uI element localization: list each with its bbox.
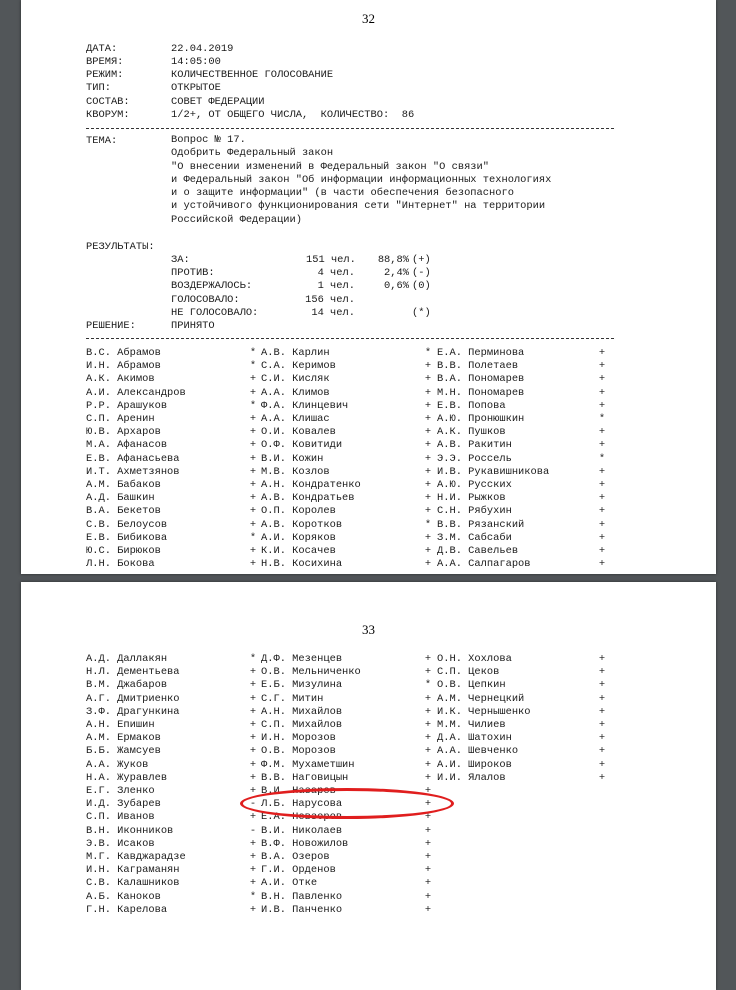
vote-mark: * xyxy=(249,890,257,903)
senator-name: О.Н. Хохлова xyxy=(437,653,512,665)
senator-name: Э.В. Исаков xyxy=(86,837,155,850)
senator-name: З.М. Сабсаби xyxy=(437,531,512,544)
vote-mark: + xyxy=(598,758,606,771)
vote-row xyxy=(21,706,716,719)
vote-row xyxy=(21,838,716,851)
header-date-label: ДАТА: xyxy=(86,43,118,55)
senator-name: М.В. Козлов xyxy=(261,465,330,478)
senator-name: Ф.М. Мухаметшин xyxy=(261,758,355,771)
senator-name: Л.Н. Бокова xyxy=(86,558,155,571)
topic-line: Вопрос № 17. xyxy=(171,134,246,146)
vote-mark: + xyxy=(424,877,432,890)
senator-name: Е.Г. Зленко xyxy=(86,785,155,797)
senator-name: В.И. Николаев xyxy=(261,824,343,837)
vote-mark: + xyxy=(598,732,606,745)
vote-row xyxy=(21,851,716,864)
vote-mark: + xyxy=(249,785,257,797)
vote-row xyxy=(21,679,716,692)
senator-name: С.А. Керимов xyxy=(261,360,336,373)
senator-name: О.В. Цепкин xyxy=(437,679,506,692)
senator-name: С.П. Михайлов xyxy=(261,719,343,731)
vote-mark: + xyxy=(249,426,257,439)
vote-row xyxy=(21,558,716,571)
vote-mark: + xyxy=(598,373,606,386)
vote-mark: + xyxy=(424,771,432,784)
page-number: 32 xyxy=(362,11,375,26)
vote-mark: + xyxy=(249,439,257,452)
vote-mark: * xyxy=(424,347,432,359)
vote-mark: + xyxy=(249,811,257,824)
senator-name: М.Н. Пономарев xyxy=(437,386,525,399)
senator-name: Е.В. Афанасьева xyxy=(86,452,180,465)
senator-name: З.Ф. Драгункина xyxy=(86,705,180,718)
header-time-label: ВРЕМЯ: xyxy=(86,56,124,68)
divider xyxy=(86,338,614,339)
senator-name: Ю.В. Архаров xyxy=(86,426,161,439)
senator-name: А.М. Чернецкий xyxy=(437,692,525,705)
vote-mark: + xyxy=(249,851,257,863)
senator-name: А.А. Климов xyxy=(261,386,330,399)
decision-value: ПРИНЯТО xyxy=(171,320,215,332)
result-abstained-count: 1 чел. xyxy=(317,280,355,292)
vote-mark: + xyxy=(598,518,606,531)
senator-name: Н.А. Журавлев xyxy=(86,771,168,784)
document-page-32 xyxy=(21,0,716,574)
header-composition-value: СОВЕТ ФЕДЕРАЦИИ xyxy=(171,96,265,108)
vote-row xyxy=(21,492,716,505)
senator-name: И.К. Чернышенко xyxy=(437,705,531,718)
result-for-label: ЗА: xyxy=(171,254,190,266)
header-time-value: 14:05:00 xyxy=(171,56,221,68)
senator-name: Е.А. Невзоров xyxy=(261,811,343,824)
vote-mark: + xyxy=(424,452,432,465)
senator-name: В.А. Озеров xyxy=(261,851,330,863)
senator-name: В.С. Абрамов xyxy=(86,347,161,359)
result-for-mark: (+) xyxy=(412,254,431,266)
vote-mark: + xyxy=(598,386,606,399)
vote-row xyxy=(21,373,716,386)
vote-mark: + xyxy=(424,386,432,399)
senator-name: Ю.С. Бирюков xyxy=(86,545,161,557)
vote-row xyxy=(21,439,716,452)
vote-mark: * xyxy=(249,347,257,359)
result-against-count: 4 чел. xyxy=(317,267,355,279)
vote-mark: + xyxy=(424,837,432,850)
vote-row xyxy=(21,479,716,492)
result-abstained-label: ВОЗДЕРЖАЛОСЬ: xyxy=(171,280,253,292)
vote-mark: + xyxy=(424,465,432,478)
senator-name: А.А. Жуков xyxy=(86,758,149,771)
vote-mark: + xyxy=(424,531,432,544)
vote-mark: * xyxy=(249,360,257,373)
senator-name: А.В. Кондратьев xyxy=(261,492,355,505)
senator-name: С.Г. Митин xyxy=(261,692,324,705)
vote-mark: * xyxy=(249,653,257,665)
senator-name: Э.Э. Россель xyxy=(437,452,512,465)
senator-name: Р.Р. Арашуков xyxy=(86,399,168,412)
results-label: РЕЗУЛЬТАТЫ: xyxy=(86,241,155,253)
senator-name: И.Н. Каграманян xyxy=(86,864,180,877)
senator-name: О.П. Королев xyxy=(261,505,336,518)
senator-name: А.И. Отке xyxy=(261,877,318,890)
vote-mark: + xyxy=(598,771,606,784)
vote-mark: + xyxy=(598,426,606,439)
divider xyxy=(86,128,614,129)
result-not-voted-label: НЕ ГОЛОСОВАЛО: xyxy=(171,307,259,319)
vote-row xyxy=(21,772,716,785)
header-composition-label: СОСТАВ: xyxy=(86,96,130,108)
senator-name: А.А. Шевченко xyxy=(437,745,519,758)
senator-name: И.Т. Ахметзянов xyxy=(86,465,180,478)
senator-name: И.И. Ялалов xyxy=(437,771,506,784)
vote-mark: + xyxy=(424,439,432,452)
vote-mark: + xyxy=(424,492,432,505)
vote-mark: + xyxy=(249,679,257,692)
senator-name: А.Ю. Пронюшкин xyxy=(437,413,525,425)
senator-name: В.Н. Павленко xyxy=(261,890,343,903)
topic-text xyxy=(171,134,551,227)
vote-mark: + xyxy=(249,692,257,705)
senator-name: Е.В. Попова xyxy=(437,399,506,412)
senator-name: И.Н. Морозов xyxy=(261,732,336,745)
vote-mark: + xyxy=(424,745,432,758)
vote-mark: + xyxy=(249,864,257,877)
vote-mark: + xyxy=(424,903,432,916)
header-quorum-label: КВОРУМ: xyxy=(86,109,130,121)
senator-name: В.Ф. Новожилов xyxy=(261,837,349,850)
vote-mark: + xyxy=(424,890,432,903)
vote-mark: + xyxy=(249,373,257,386)
vote-row xyxy=(21,347,716,360)
vote-mark: + xyxy=(424,558,432,571)
page-number: 33 xyxy=(362,622,375,637)
senator-name: А.А. Салпагаров xyxy=(437,558,531,571)
vote-mark: + xyxy=(424,864,432,877)
vote-mark: + xyxy=(598,399,606,412)
vote-row xyxy=(21,545,716,558)
senator-name: Л.Б. Нарусова xyxy=(261,798,343,811)
senator-name: А.К. Акимов xyxy=(86,373,155,386)
vote-mark: * xyxy=(249,531,257,544)
senator-name: В.В. Полетаев xyxy=(437,360,519,373)
vote-mark: + xyxy=(249,758,257,771)
vote-mark: + xyxy=(598,531,606,544)
vote-mark: + xyxy=(249,386,257,399)
topic-line: и о защите информации" (в части обеспечения безопасного xyxy=(171,187,514,200)
senator-name: А.М. Ермаков xyxy=(86,732,161,745)
vote-mark: + xyxy=(424,373,432,386)
vote-row xyxy=(21,400,716,413)
result-abstained-mark: (0) xyxy=(412,280,431,292)
vote-mark: + xyxy=(424,824,432,837)
vote-row xyxy=(21,732,716,745)
vote-row xyxy=(21,519,716,532)
header-type-value: ОТКРЫТОЕ xyxy=(171,82,221,94)
vote-mark: + xyxy=(598,653,606,665)
result-voted-count: 156 чел. xyxy=(305,294,355,306)
vote-mark: + xyxy=(424,719,432,731)
senator-name: И.В. Рукавишникова xyxy=(437,465,550,478)
vote-mark: + xyxy=(598,360,606,373)
senator-name: М.М. Чилиев xyxy=(437,719,506,731)
vote-mark: + xyxy=(598,492,606,505)
senator-name: Г.Н. Карелова xyxy=(86,903,168,916)
vote-row xyxy=(21,360,716,373)
vote-row xyxy=(21,745,716,758)
vote-mark: * xyxy=(598,413,606,425)
vote-row xyxy=(21,413,716,426)
vote-mark: + xyxy=(598,745,606,758)
senator-name: Н.Л. Дементьева xyxy=(86,666,180,679)
senator-name: А.И. Коряков xyxy=(261,531,336,544)
vote-mark: + xyxy=(424,811,432,824)
senator-name: С.И. Кисляк xyxy=(261,373,330,386)
topic-line: Одобрить Федеральный закон xyxy=(171,147,334,160)
vote-row xyxy=(21,798,716,811)
vote-row xyxy=(21,532,716,545)
senator-name: В.А. Пономарев xyxy=(437,373,525,386)
senator-name: А.А. Клишас xyxy=(261,413,330,425)
vote-mark: + xyxy=(424,666,432,679)
decision-label: РЕШЕНИЕ: xyxy=(86,320,136,332)
senator-name: О.Ф. Ковитиди xyxy=(261,439,343,452)
vote-mark: + xyxy=(424,732,432,745)
vote-mark: + xyxy=(424,505,432,518)
topic-line: и Федеральный закон "Об информации информационных технологиях xyxy=(171,173,552,186)
senator-name: М.А. Афанасов xyxy=(86,439,168,452)
senator-name: В.И. Кожин xyxy=(261,452,324,465)
vote-mark: + xyxy=(598,558,606,571)
senator-name: В.В. Наговицын xyxy=(261,771,349,784)
vote-mark: + xyxy=(249,413,257,425)
vote-row xyxy=(21,864,716,877)
senator-name: С.П. Иванов xyxy=(86,811,155,824)
vote-row xyxy=(21,426,716,439)
vote-mark: + xyxy=(598,439,606,452)
senator-name: Е.Б. Мизулина xyxy=(261,679,343,692)
topic-line: "О внесении изменений в Федеральный закон "О связи" xyxy=(171,160,490,173)
senator-name: В.М. Джабаров xyxy=(86,679,168,692)
vote-row xyxy=(21,666,716,679)
senator-name: О.В. Мельниченко xyxy=(261,666,361,679)
senator-name: О.В. Морозов xyxy=(261,745,336,758)
result-against-label: ПРОТИВ: xyxy=(171,267,215,279)
senator-name: Ф.А. Клинцевич xyxy=(261,399,349,412)
vote-row xyxy=(21,453,716,466)
vote-mark: + xyxy=(424,758,432,771)
vote-mark: + xyxy=(249,492,257,505)
vote-row xyxy=(21,653,716,666)
senator-name: С.В. Белоусов xyxy=(86,518,168,531)
senator-name: О.И. Ковалев xyxy=(261,426,336,439)
topic-line: Российской Федерации) xyxy=(171,213,302,226)
vote-mark: + xyxy=(598,679,606,692)
vote-mark: + xyxy=(598,545,606,557)
senator-name: И.В. Панченко xyxy=(261,903,343,916)
senator-name: М.Г. Кавджарадзе xyxy=(86,851,186,863)
senator-name: В.В. Рязанский xyxy=(437,518,525,531)
senator-name: С.П. Аренин xyxy=(86,413,155,425)
senator-name: Н.В. Косихина xyxy=(261,558,343,571)
vote-mark: + xyxy=(424,360,432,373)
result-against-percent: 2,4% xyxy=(384,267,409,279)
senator-name: А.И. Александров xyxy=(86,386,186,399)
vote-mark: + xyxy=(598,465,606,478)
senator-name: А.Д. Башкин xyxy=(86,492,155,505)
result-abstained-percent: 0,6% xyxy=(384,280,409,292)
vote-mark: + xyxy=(424,692,432,705)
senator-name: Г.И. Орденов xyxy=(261,864,336,877)
vote-mark: + xyxy=(598,505,606,518)
vote-mark: + xyxy=(249,505,257,518)
vote-mark: * xyxy=(424,679,432,692)
senator-name: А.Д. Даллакян xyxy=(86,653,168,665)
vote-mark: + xyxy=(598,705,606,718)
senator-name: В.Н. Иконников xyxy=(86,824,174,837)
vote-mark: + xyxy=(598,719,606,731)
vote-row xyxy=(21,466,716,479)
vote-mark: + xyxy=(424,798,432,811)
senator-name: Д.А. Шатохин xyxy=(437,732,512,745)
vote-mark: + xyxy=(249,705,257,718)
vote-row xyxy=(21,877,716,890)
senator-name: Е.В. Бибикова xyxy=(86,531,168,544)
vote-row xyxy=(21,811,716,824)
vote-mark: + xyxy=(249,558,257,571)
senator-name: С.В. Калашников xyxy=(86,877,180,890)
vote-row xyxy=(21,891,716,904)
senator-name: И.Д. Зубарев xyxy=(86,798,161,811)
vote-mark: * xyxy=(598,452,606,465)
vote-mark: + xyxy=(598,692,606,705)
topic-label: ТЕМА: xyxy=(86,135,118,147)
header-date-value: 22.04.2019 xyxy=(171,43,234,55)
senator-name: А.Б. Каноков xyxy=(86,890,161,903)
vote-mark: - xyxy=(249,798,257,811)
vote-mark: + xyxy=(424,785,432,797)
vote-mark: + xyxy=(424,851,432,863)
senator-name: А.Н. Кондратенко xyxy=(261,479,361,491)
result-against-mark: (-) xyxy=(412,267,431,279)
vote-mark: + xyxy=(249,732,257,745)
header-type-label: ТИП: xyxy=(86,82,111,94)
vote-mark: + xyxy=(424,426,432,439)
senator-name: В.И. Назаров xyxy=(261,785,336,797)
senator-name: А.В. Коротков xyxy=(261,518,343,531)
vote-mark: - xyxy=(249,824,257,837)
vote-mark: + xyxy=(249,903,257,916)
senator-name: А.Н. Епишин xyxy=(86,719,155,731)
vote-mark: + xyxy=(249,666,257,679)
vote-row xyxy=(21,785,716,798)
vote-mark: * xyxy=(424,518,432,531)
topic-line: и устойчивого функционирования сети "Интернет" на территории xyxy=(171,200,546,213)
vote-mark: + xyxy=(249,518,257,531)
vote-mark: + xyxy=(249,545,257,557)
vote-mark: + xyxy=(249,719,257,731)
result-not-voted-mark: (*) xyxy=(412,307,431,319)
header-mode-label: РЕЖИМ: xyxy=(86,69,124,81)
vote-mark: + xyxy=(598,666,606,679)
result-for-count: 151 чел. xyxy=(306,254,356,266)
vote-row xyxy=(21,505,716,518)
vote-row xyxy=(21,825,716,838)
header-mode-value: КОЛИЧЕСТВЕННОЕ ГОЛОСОВАНИЕ xyxy=(171,69,334,81)
header-quorum-value: 1/2+, ОТ ОБЩЕГО ЧИСЛА, КОЛИЧЕСТВО: 86 xyxy=(171,109,415,121)
vote-mark: + xyxy=(249,465,257,478)
result-not-voted-count: 14 чел. xyxy=(311,307,355,319)
senator-name: А.Н. Михайлов xyxy=(261,705,343,718)
senator-name: А.М. Бабаков xyxy=(86,479,161,491)
senator-name: Б.Б. Жамсуев xyxy=(86,745,161,758)
result-for-percent: 88,8% xyxy=(377,254,409,266)
vote-mark: + xyxy=(424,545,432,557)
vote-mark: + xyxy=(424,705,432,718)
vote-mark: + xyxy=(598,347,606,359)
vote-mark: + xyxy=(249,877,257,890)
result-voted-label: ГОЛОСОВАЛО: xyxy=(171,294,240,306)
senator-name: Д.В. Савельев xyxy=(437,545,519,557)
vote-mark: + xyxy=(249,452,257,465)
senator-name: А.К. Пушков xyxy=(437,426,506,439)
senator-name: К.И. Косачев xyxy=(261,545,336,557)
senator-name: А.И. Широков xyxy=(437,758,512,771)
senator-name: Е.А. Перминова xyxy=(437,347,525,359)
senator-name: Н.И. Рыжков xyxy=(437,492,506,505)
vote-mark: + xyxy=(249,745,257,758)
senator-name: А.Ю. Русских xyxy=(437,479,512,491)
vote-mark: + xyxy=(598,479,606,491)
senator-name: А.В. Карлин xyxy=(261,347,330,359)
vote-row xyxy=(21,719,716,732)
senator-name: В.А. Бекетов xyxy=(86,505,161,518)
vote-mark: + xyxy=(249,771,257,784)
vote-mark: * xyxy=(249,399,257,412)
vote-row xyxy=(21,693,716,706)
vote-mark: + xyxy=(249,837,257,850)
senator-name: А.Г. Дмитриенко xyxy=(86,692,180,705)
senator-name: Д.Ф. Мезенцев xyxy=(261,653,343,665)
vote-mark: + xyxy=(424,413,432,425)
senator-name: С.П. Цеков xyxy=(437,666,500,679)
senator-name: С.Н. Рябухин xyxy=(437,505,512,518)
vote-mark: + xyxy=(424,399,432,412)
vote-row xyxy=(21,904,716,917)
document-page-33 xyxy=(21,582,716,990)
vote-mark: + xyxy=(424,479,432,491)
vote-row xyxy=(21,387,716,400)
vote-row xyxy=(21,759,716,772)
senator-name: И.Н. Абрамов xyxy=(86,360,161,373)
vote-mark: + xyxy=(249,479,257,491)
senator-name: А.В. Ракитин xyxy=(437,439,512,452)
vote-mark: + xyxy=(424,653,432,665)
